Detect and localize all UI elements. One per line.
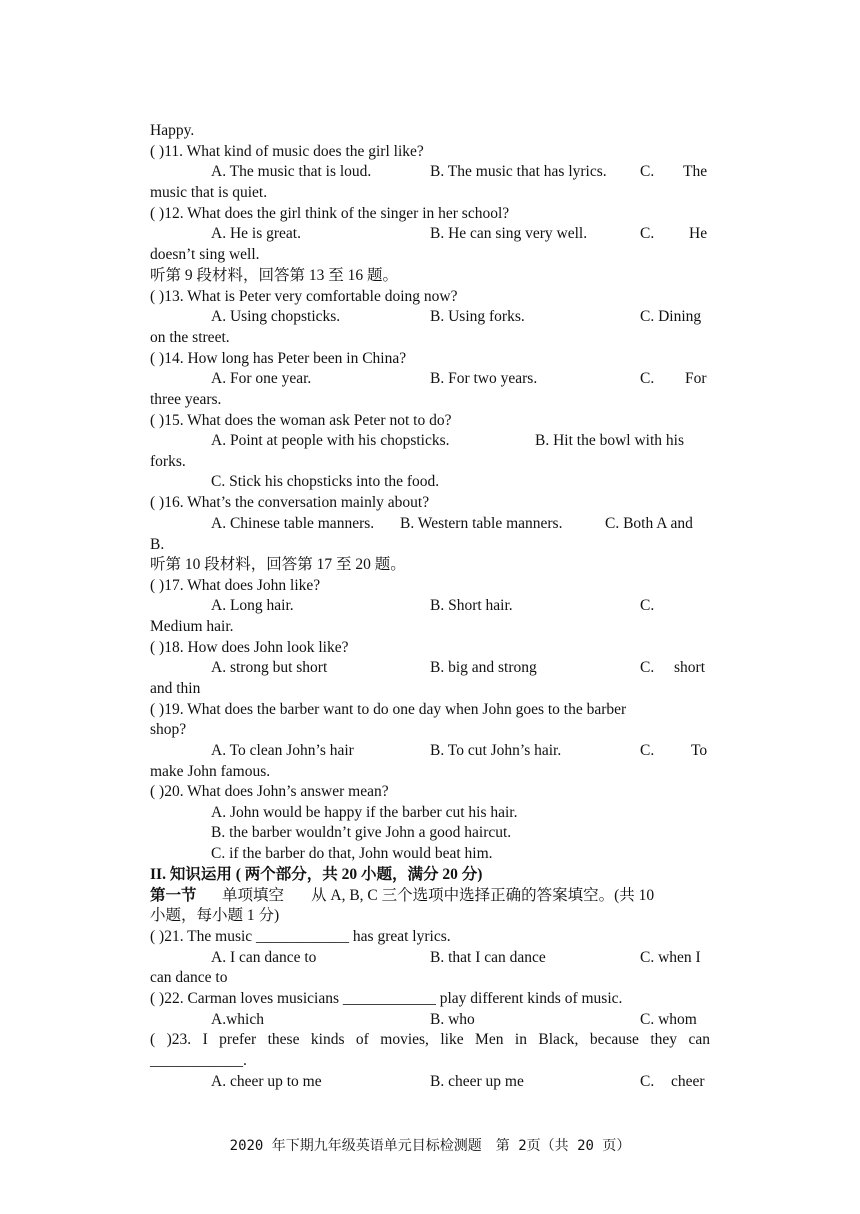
question-13: ( )13. What is Peter very comfortable doing now? [150, 288, 458, 305]
option-c-wrap: can dance to [150, 969, 228, 986]
question-19: ( )19. What does the barber want to do one day when John goes to the barber [150, 701, 627, 718]
option-c: C. Both A and [605, 515, 693, 532]
question-11: ( )11. What kind of music does the girl like? [150, 143, 424, 160]
option-c-wrap: three years. [150, 391, 222, 408]
option-c-text: cheer [671, 1073, 705, 1090]
option-c: C. when I [640, 949, 701, 966]
part-heading: II. 知识运用 ( 两个部分，共 20 小题，满分 20 分) [150, 866, 483, 883]
option-a: A. To clean John’s hair [211, 742, 354, 759]
option-c: C. [640, 742, 655, 759]
option-b: B. who [430, 1011, 475, 1028]
question-18: ( )18. How does John look like? [150, 639, 349, 656]
option-b: B. Using forks. [430, 308, 525, 325]
option-c-text: He [689, 225, 708, 242]
option-a: A. For one year. [211, 370, 312, 387]
section-instruction: 听第 10 段材料，回答第 17 至 20 题。 [150, 556, 406, 573]
option-b: B. the barber wouldn’t give John a good haircut. [211, 824, 512, 841]
option-b: B. that I can dance [430, 949, 546, 966]
section-instruction: 从 A, B, C 三个选项中选择正确的答案填空。(共 10 [311, 887, 655, 904]
question-16: ( )16. What’s the conversation mainly about? [150, 494, 430, 511]
section-title: 第一节 [150, 887, 197, 904]
option-a: A. cheer up to me [211, 1073, 322, 1090]
option-c-text: The [683, 163, 708, 180]
option-a: A. The music that is loud. [211, 163, 372, 180]
option-c-wrap: Medium hair. [150, 618, 234, 635]
option-a: A. strong but short [211, 659, 328, 676]
option-a: A. Point at people with his chopsticks. [211, 432, 450, 449]
option-c-wrap: on the street. [150, 329, 230, 346]
option-c: C. [640, 225, 655, 242]
question-17: ( )17. What does John like? [150, 577, 321, 594]
section-instruction-wrap: 小题，每小题 1 分) [150, 907, 280, 924]
option-b-wrap: forks. [150, 453, 186, 470]
option-c: C. [640, 1073, 655, 1090]
option-c: C. whom [640, 1011, 697, 1028]
question-12: ( )12. What does the girl think of the singer in her school? [150, 205, 510, 222]
question-15: ( )15. What does the woman ask Peter not to do? [150, 412, 452, 429]
option-c-wrap: music that is quiet. [150, 184, 268, 201]
question-22: ( )22. Carman loves musicians ____________ play different kinds of music. [150, 990, 623, 1007]
option-c-wrap: make John famous. [150, 763, 271, 780]
option-b: B. Hit the bowl with his [535, 432, 684, 449]
option-c-wrap: B. [150, 536, 165, 553]
question-21: ( )21. The music ____________ has great lyrics. [150, 928, 451, 945]
option-c: C. if the barber do that, John would beat him. [211, 845, 493, 862]
option-c: C. [640, 370, 655, 387]
option-b: B. For two years. [430, 370, 538, 387]
option-c: C. [640, 163, 655, 180]
question-14: ( )14. How long has Peter been in China? [150, 350, 407, 367]
option-b: B. Western table manners. [400, 515, 563, 532]
option-b: B. cheer up me [430, 1073, 524, 1090]
option-c-text: To [691, 742, 708, 759]
option-b: B. He can sing very well. [430, 225, 588, 242]
option-c: C. Stick his chopsticks into the food. [211, 473, 440, 490]
option-a: A. Chinese table manners. [211, 515, 375, 532]
section-type: 单项填空 [222, 887, 285, 904]
section-instruction: 听第 9 段材料，回答第 13 至 16 题。 [150, 267, 399, 284]
option-a: A. Using chopsticks. [211, 308, 341, 325]
option-c-wrap: and thin [150, 680, 201, 697]
option-b: B. big and strong [430, 659, 537, 676]
option-c-text: For [685, 370, 707, 387]
option-b: B. To cut John’s hair. [430, 742, 562, 759]
page-footer: 2020 年下期九年级英语单元目标检测题 第 2页（共 20 页） [229, 1138, 631, 1154]
question-20: ( )20. What does John’s answer mean? [150, 783, 389, 800]
option-b: B. Short hair. [430, 597, 513, 614]
question-23-blank: ____________. [150, 1052, 247, 1069]
text-line: Happy. [150, 122, 195, 139]
question-19-wrap: shop? [150, 721, 187, 738]
option-c-wrap: doesn’t sing well. [150, 246, 260, 263]
option-a: A. He is great. [211, 225, 301, 242]
option-a: A. Long hair. [211, 597, 294, 614]
option-c: C. Dining [640, 308, 702, 325]
option-a: A. John would be happy if the barber cut his hair. [211, 804, 518, 821]
question-23: ( )23. I prefer these kinds of movies, like Men in Black, because they can [150, 1031, 710, 1048]
option-c-text: short [674, 659, 705, 676]
option-b: B. The music that has lyrics. [430, 163, 607, 180]
option-c: C. [640, 597, 655, 614]
option-a: A. I can dance to [211, 949, 317, 966]
option-c: C. [640, 659, 655, 676]
option-a: A.which [211, 1011, 264, 1028]
